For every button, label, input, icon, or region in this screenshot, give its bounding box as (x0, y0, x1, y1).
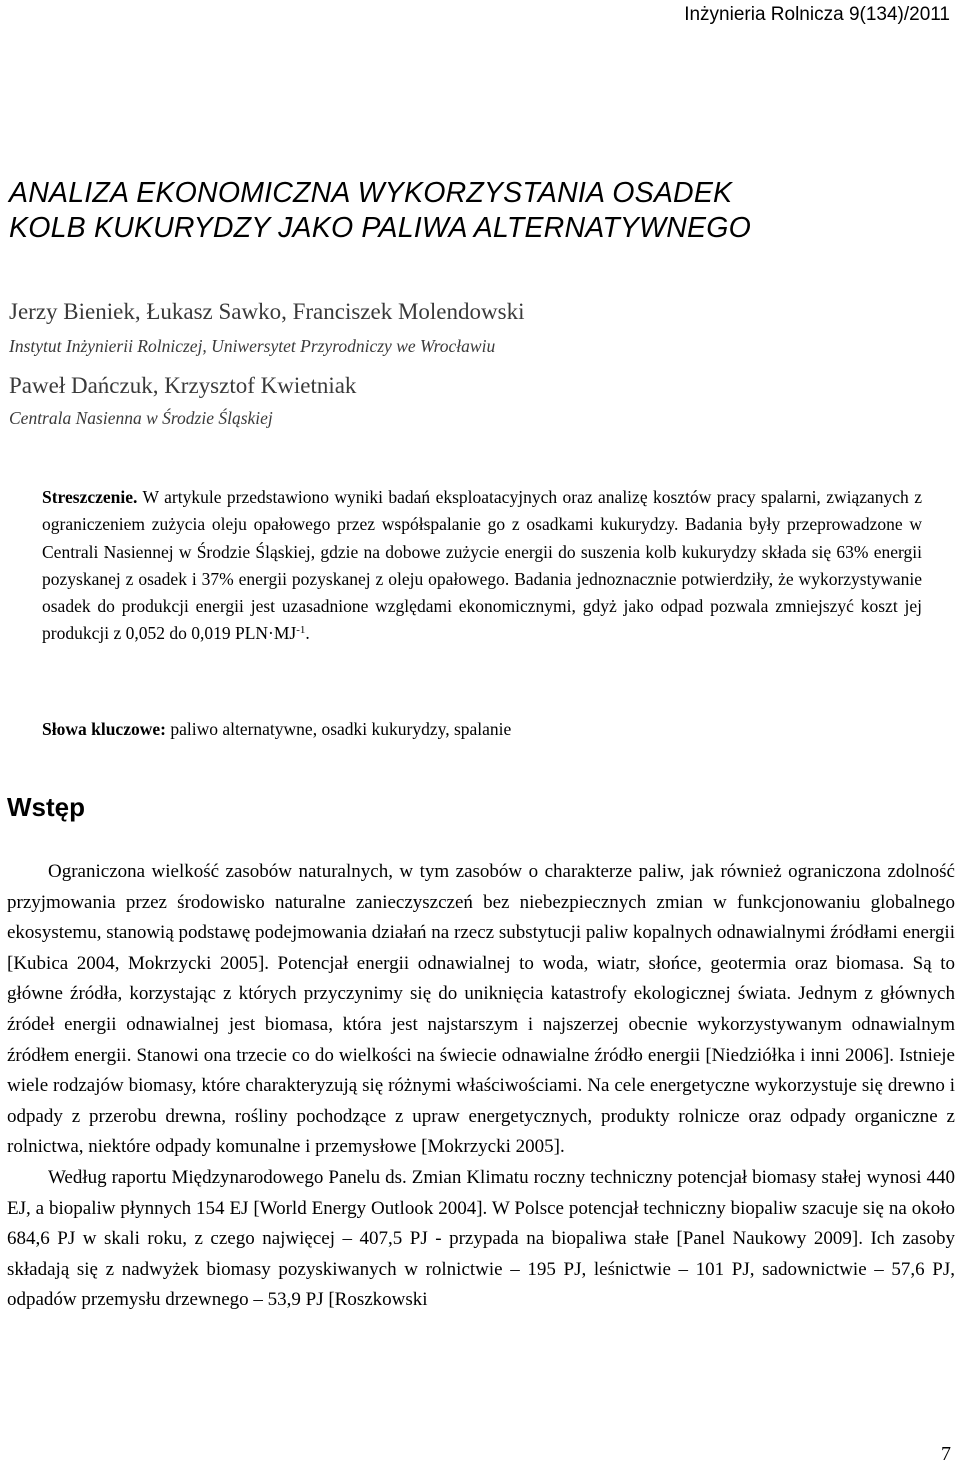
article-title-line-2: KOLB KUKURYDZY JAKO PALIWA ALTERNATYWNEGO (9, 212, 751, 244)
unit-exponent: -1 (296, 624, 306, 637)
article-title-line-1: ANALIZA EKONOMICZNA WYKORZYSTANIA OSADEK (9, 177, 733, 209)
abstract (42, 484, 922, 648)
author-affiliation-2: Centrala Nasienna w Środzie Śląskiej (9, 408, 273, 428)
journal-header: Inżynieria Rolnicza 9(134)/2011 (684, 4, 950, 25)
section-heading: Wstęp (7, 792, 85, 822)
body-paragraph-1: Ograniczona wielkość zasobów naturalnych, w tym zasobów o charakterze paliw, jak również ograniczona zdolność przyjmowania przez środowisko naturalne zanieczyszczeń bez niebezpiecznych zmian w funkcjonowaniu globalnego ekosystemu, stanowią podstawę podejmowania działań na rzecz substytucji paliw kopalnych odnawialnymi źródłami energii [Kubica 2004, Mokrzycki 2005]. Potencjał energii odnawialnej to woda, wiatr, słońce, geotermia oraz biomasa. Są to główne źródła, korzystając z których przyczynimy się do uniknięcia katastrofy ekologicznej świata. Jednym z głównych źródeł energii odnawialnej jest biomasa, która jest najstarszym i najszerzej obecnie wykorzystywanym odnawialnym źródłem energii. Stanowi ona trzecie co do wielkości na świecie odnawialne źródło energii [Niedziółka i inni 2006]. Istnieje wiele rodzajów biomasy, które charakteryzują się różnymi właściwościami. Na cele energetyczne wykorzystuje się drewno i odpady z przerobu drewna, rośliny pochodzące z upraw energetycznych, produkty rolnicze oraz odpady organiczne z rolnictwa, niektóre odpady komunalne i przemysłowe [Mokrzycki 2005]. (7, 861, 955, 1158)
article-title (9, 176, 954, 246)
page-number: 7 (941, 1443, 951, 1465)
keywords-text: paliwo alternatywne, osadki kukurydzy, spalanie (165, 719, 512, 739)
body-text (7, 857, 955, 1316)
abstract-label: Streszczenie. (42, 487, 138, 507)
author-names-1: Jerzy Bieniek, Łukasz Sawko, Franciszek Molendowski (9, 299, 525, 324)
body-paragraph-2: Według raportu Międzynarodowego Panelu ds. Zmian Klimatu roczny techniczny potencjał biomasy stałej wynosi 440 EJ, a biopaliw płynnych 154 EJ [World Energy Outlook 2004]. W Polsce potencjał techniczny biopaliw szacuje się na około 684,6 PJ w skali roku, z czego najwięcej – 407,5 PJ - przypada na biopaliwa stałe [Panel Naukowy 2009]. Ich zasoby składają się z nadwyżek biomasy pozyskiwanych w rolnictwie – 195 PJ, leśnictwie – 101 PJ, sadownictwie – 57,6 PJ, odpadów przemysłu drzewnego – 53,9 PJ [Roszkowski (7, 1166, 955, 1311)
keywords-label: Słowa kluczowe: (42, 719, 166, 739)
author-names-2: Paweł Dańczuk, Krzysztof Kwietniak (9, 373, 357, 398)
author-affiliation-1: Instytut Inżynierii Rolniczej, Uniwersytet Przyrodniczy we Wrocławiu (9, 336, 496, 356)
keywords (42, 716, 922, 743)
abstract-end: . (305, 623, 310, 644)
abstract-text: W artykule przedstawiono wyniki badań eksploatacyjnych oraz analizę kosztów pracy spalarni, związanych z ograniczeniem zużycia oleju opałowego przez współspalanie go z osadkami kukurydzy. Badania były przeprowadzone w Centrali Nasiennej w Środzie Śląskiej, gdzie na dobowe zużycie energii do suszenia kolb kukurydzy składa się 63% energii pozyskanej z osadek i 37% energii pozyskanej z oleju opałowego. Badania jednoznacznie potwierdziły, że wykorzystywanie osadek do produkcji energii jest uzasadnione względami ekonomicznymi, gdyż jako odpad pozwala zmniejszyć koszt jej produkcji z 0,052 do 0,019 PLN·MJ (42, 487, 922, 644)
